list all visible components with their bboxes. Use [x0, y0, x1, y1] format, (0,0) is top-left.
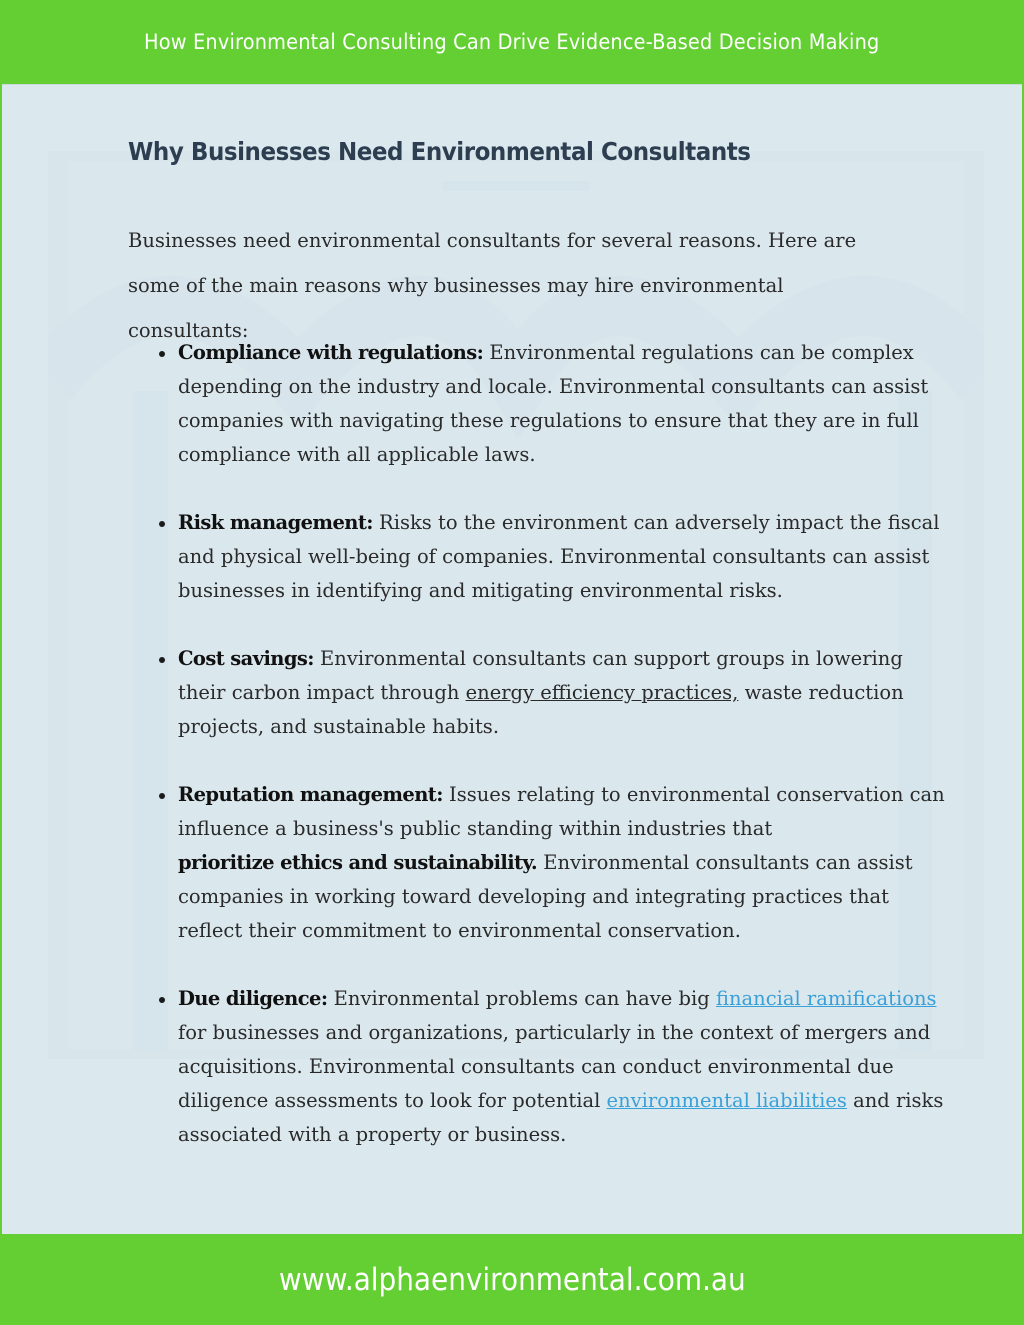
item-text: Issues relating to environmental conservation can influence a business's public standing within industries that: [178, 783, 945, 840]
item-text: for businesses and organizations, particularly in the context of mergers and acquisitions. Environmental consultants can conduct environmental due diligence assessments to look for potential: [178, 1021, 931, 1112]
section-heading: Why Businesses Need Environmental Consultants: [128, 137, 751, 166]
financial-ramifications-link[interactable]: financial ramifications: [715, 987, 937, 1010]
item-text: Environmental consultants can support groups in lowering their carbon impact through: [178, 647, 903, 704]
list-item-reputation: [178, 778, 948, 948]
term-label: Cost savings:: [178, 647, 314, 670]
item-text: waste reduction projects, and sustainable habits.: [178, 681, 904, 738]
item-text: Risks to the environment can adversely impact the fiscal and physical well-being of companies. Environmental consultants can assist businesses in identifying and mitigating environmental risks.: [178, 511, 940, 602]
reasons-list: [128, 336, 948, 1186]
bold-phrase: prioritize ethics and sustainability.: [178, 851, 538, 874]
item-text: Environmental problems can have big: [327, 987, 716, 1010]
item-text: Environmental consultants can assist companies in working toward developing and integrating practices that reflect their commitment to environmental conservation.: [178, 851, 913, 942]
list-item-compliance: [178, 336, 948, 472]
content-panel: [2, 84, 1022, 1235]
item-text: and risks associated with a property or business.: [178, 1089, 944, 1146]
list-item-cost: [178, 642, 948, 744]
term-label: Reputation management:: [178, 783, 443, 806]
header-bar: [0, 0, 1024, 84]
energy-efficiency-link[interactable]: energy efficiency practices,: [465, 681, 739, 704]
term-label: Risk management:: [178, 511, 373, 534]
list-item-due-diligence: [178, 982, 948, 1152]
page-title: How Environmental Consulting Can Drive Evidence-Based Decision Making: [144, 30, 880, 54]
footer-bar: [0, 1234, 1024, 1325]
term-label: Due diligence:: [178, 987, 328, 1010]
website-url[interactable]: www.alphaenvironmental.com.au: [278, 1261, 746, 1298]
term-label: Compliance with regulations:: [178, 341, 484, 364]
list-item-risk: [178, 506, 948, 608]
item-text: Environmental regulations can be complex depending on the industry and locale. Environmental consultants can assist companies with navigating these regulations to ensure that they are in full compliance with all applicable laws.: [178, 341, 929, 466]
intro-paragraph: Businesses need environmental consultants for several reasons. Here are some of the main reasons why businesses may hire environmental consultants:: [128, 229, 857, 342]
environmental-liabilities-link[interactable]: environmental liabilities: [606, 1089, 847, 1112]
